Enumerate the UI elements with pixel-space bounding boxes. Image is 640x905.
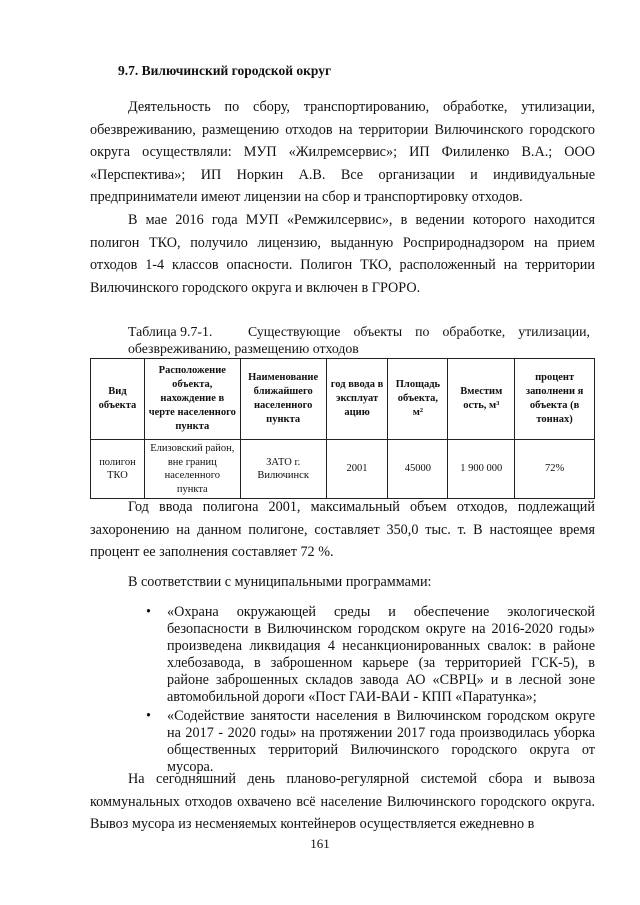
bullet-icon: • [146,604,151,620]
list-item [140,604,595,706]
cell-year: 2001 [326,440,388,499]
table-caption-text: Существующие объекты по обработке, утилизации, обезвреживанию, размещению отходов [128,324,590,356]
header-area: Площадь объекта, м² [388,359,448,440]
table-row [91,440,595,499]
header-fill-percent: процент заполнени я объекта (в тоннах) [515,359,595,440]
header-capacity: Вместим ость, м³ [448,359,515,440]
table-caption [128,323,590,357]
cell-location: Елизовский район, вне границ населенного пункта [144,440,240,499]
cell-fill-percent: 72% [515,440,595,499]
cell-capacity: 1 900 000 [448,440,515,499]
paragraph-programs-intro: В соответствии с муниципальными программами: [128,574,432,590]
header-location: Расположение объекта, нахождение в черте населенного пункта [144,359,240,440]
cell-nearest-settlement: ЗАТО г. Вилючинск [240,440,326,499]
section-heading: 9.7. Вилючинский городской округ [118,63,332,78]
programs-list [140,604,595,778]
bullet-icon: • [146,708,151,724]
header-year: год ввода в эксплуат ацию [326,359,388,440]
page-number: 161 [310,836,330,851]
cell-object-type: полигон ТКО [91,440,145,499]
list-item [140,708,595,776]
cell-area: 45000 [388,440,448,499]
list-item-text: «Содействие занятости населения в Вилючинском городском округе на 2017 - 2020 годы» на протяжении 2017 года производилась уборка общественных территорий Вилючинского городского округа от мусора. [167,708,595,775]
list-item-text: «Охрана окружающей среды и обеспечение экологической безопасности в Вилючинском городском округе на 2016-2020 годы» произведена ликвидация 4 несанкционированных свалок: в районе хлебозавода, в заброшенном карьере (за территорией ГСК-5), в районе заброшенных складов завода АО «СВРЦ» и в лесной зоне автомобильной дороги «Пост ГАИ-ВАИ - КПП «Паратунка»; [167,604,595,705]
header-object-type: Вид объекта [91,359,145,440]
table-caption-number: Таблица 9.7-1. [128,324,213,339]
header-nearest-settlement: Наименование ближайшего населенного пункта [240,359,326,440]
paragraph-landfill-stats: Год ввода полигона 2001, максимальный объем отходов, подлежащий захоронению на данном полигоне, составляет 350,0 тыс. т. В настоящее время процент ее заполнения составляет 72 %. [90,499,595,561]
paragraph-license: В мае 2016 года МУП «Ремжилсервис», в ведении которого находится полигон ТКО, получило лицензию, выданную Росприроднадзором на прием отходов 1-4 классов опасности. Полигон ТКО, расположенный на территории Вилючинского городского округа и включен в ГРОРО. [90,212,595,296]
table-header-row [91,359,595,440]
paragraph-collection: На сегодняшний день планово-регулярной системой сбора и вывоза коммунальных отходов охвачено всё население Вилючинского городского округа. Вывоз мусора из несменяемых контейнеров осуществляется ежедневно в [90,771,595,833]
objects-table [90,358,595,499]
paragraph-operators: Деятельность по сбору, транспортированию, обработке, утилизации, обезвреживанию, размещению отходов на территории Вилючинского городского округа осуществляли: МУП «Жилремсервис»; ИП Филиленко В.А.; ООО «Перспектива»; ИП Норкин А.В. Все организации и индивидуальные предприниматели имеют лицензии на сбор и транспортировку отходов. [90,99,595,206]
